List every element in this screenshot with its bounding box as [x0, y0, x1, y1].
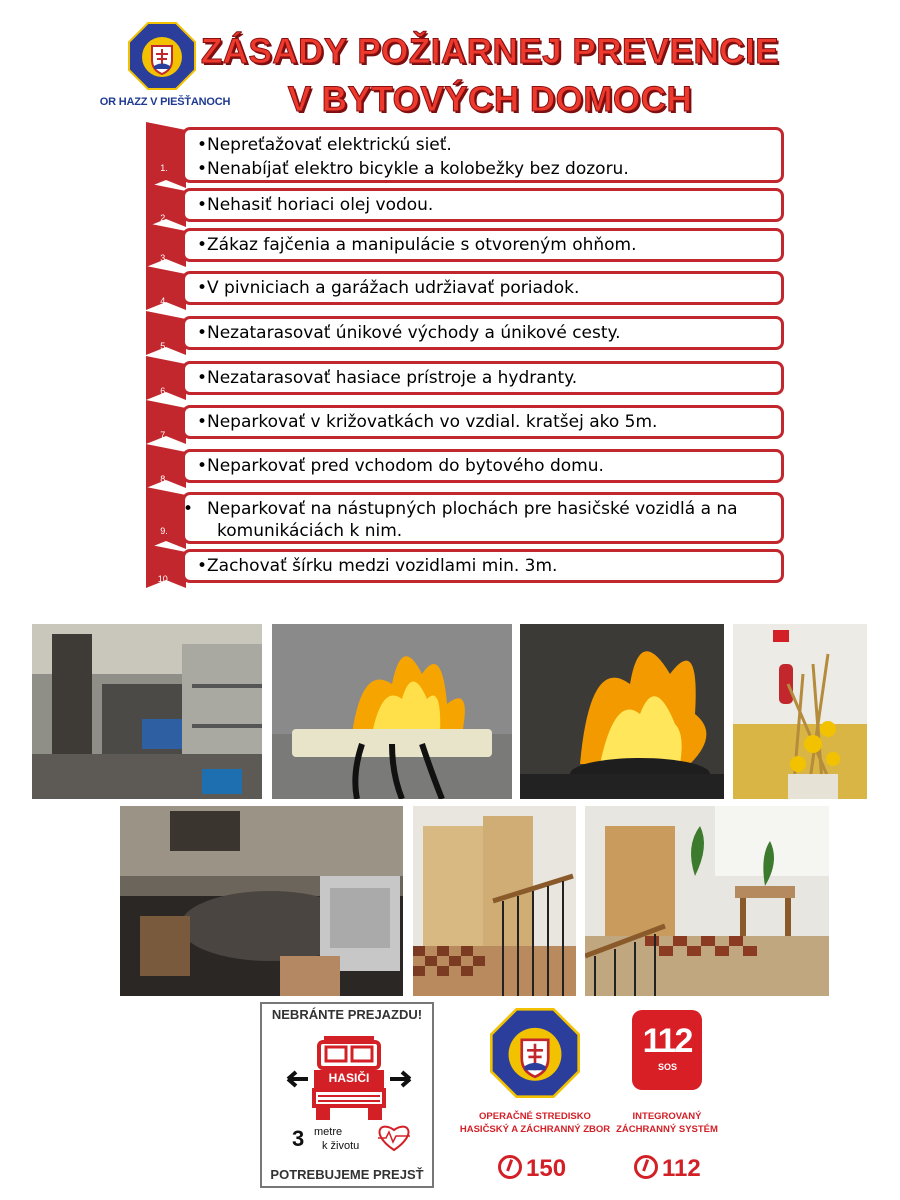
- sos-badge-label: SOS: [658, 1062, 678, 1072]
- rule-text-box: [182, 492, 784, 544]
- rule-item: [146, 449, 784, 483]
- rule-text-box: [182, 188, 784, 222]
- rule-item: [146, 228, 784, 262]
- photo-burning-power-strip: [272, 624, 512, 799]
- phone-icon: [498, 1155, 522, 1179]
- photo-corridor-furniture: [585, 806, 829, 996]
- heartbeat-icon: [374, 1122, 414, 1152]
- dispatch-caption-line-1: OPERAČNÉ STREDISKO: [479, 1111, 591, 1122]
- dispatch-phone[interactable]: [498, 1155, 566, 1183]
- sos-112-badge: [632, 1010, 702, 1090]
- rule-text: • Zákaz fajčenia a manipulácie s otvoreným ohňom.: [203, 233, 769, 257]
- rule-item: [146, 492, 784, 544]
- integrated-caption-line-2: ZÁCHRANNÝ SYSTÉM: [616, 1124, 718, 1135]
- rule-number: 1.: [160, 163, 168, 173]
- meters-number: 3: [292, 1126, 305, 1151]
- rule-item: [146, 127, 784, 183]
- rule-number: 6.: [160, 386, 168, 396]
- rule-text-box: [182, 271, 784, 305]
- dispatch-caption-line-2: HASIČSKÝ A ZÁCHRANNÝ ZBOR: [459, 1124, 611, 1135]
- integrated-phone-number: 112: [662, 1155, 701, 1182]
- rule-item: [146, 549, 784, 583]
- logo-caption: OR HAZZ V PIEŠŤANOCH: [99, 96, 231, 108]
- fire-brigade-emblem-icon: [128, 22, 196, 90]
- fire-brigade-emblem-icon: [490, 1008, 580, 1098]
- photo-burning-pan: [520, 624, 724, 799]
- dispatch-caption: [455, 1110, 615, 1136]
- rule-item: [146, 271, 784, 305]
- rule-text-box: [182, 405, 784, 439]
- rule-number: 2.: [160, 213, 168, 223]
- rule-number: 5.: [160, 341, 168, 351]
- rule-number: 10.: [157, 574, 171, 584]
- rule-text-box: [182, 316, 784, 350]
- rule-item: [146, 188, 784, 222]
- rule-text: • Neparkovať na nástupných plochách pre hasičské vozidlá a na komunikáciách k nim.: [203, 498, 769, 542]
- integrated-caption: [600, 1110, 734, 1136]
- rule-text: • V pivniciach a garážach udržiavať poriadok.: [203, 276, 769, 300]
- integrated-phone[interactable]: [634, 1155, 701, 1183]
- photo-cluttered-garage: [32, 624, 262, 799]
- truck-label: HASIČI: [328, 1071, 370, 1085]
- rule-number: 3.: [160, 253, 168, 263]
- title-line-1: ZÁSADY POŽIARNEJ PREVENCIE: [200, 32, 780, 71]
- rule-text-box: [182, 549, 784, 583]
- rule-number: 8.: [160, 474, 168, 484]
- access-sign: [260, 1002, 434, 1188]
- rule-text: • Nepreťažovať elektrickú sieť.: [203, 133, 769, 157]
- photo-blocked-extinguisher: [733, 624, 867, 799]
- rule-text: • Neparkovať v križovatkách vo vzdial. kratšej ako 5m.: [203, 410, 769, 434]
- phone-icon: [634, 1155, 658, 1179]
- rule-text-box: [182, 361, 784, 395]
- integrated-caption-line-1: INTEGROVANÝ: [632, 1111, 702, 1122]
- photo-burned-apartment: [120, 806, 403, 996]
- title-line-2: V BYTOVÝCH DOMOCH: [287, 80, 693, 119]
- rule-text: • Nezatarasovať únikové východy a únikové cesty.: [203, 321, 769, 345]
- rule-text: • Nezatarasovať hasiace prístroje a hydranty.: [203, 366, 769, 390]
- rule-item: [146, 361, 784, 395]
- rule-text: • Zachovať šírku medzi vozidlami min. 3m.: [203, 554, 769, 578]
- page-title: [200, 28, 780, 124]
- rule-text: • Neparkovať pred vchodom do bytového domu.: [203, 454, 769, 478]
- rule-item: [146, 405, 784, 439]
- rule-number: 7.: [160, 430, 168, 440]
- rule-item: [146, 316, 784, 350]
- sign-bottom-text: POTREBUJEME PREJSŤ: [270, 1167, 424, 1182]
- meters-purpose: k životu: [322, 1140, 360, 1152]
- meters-unit: metre: [314, 1126, 343, 1138]
- rule-text-box: [182, 228, 784, 262]
- rule-text: • Nenabíjať elektro bicykle a kolobežky bez dozoru.: [203, 157, 769, 181]
- sos-badge-number: 112: [642, 1022, 692, 1060]
- rule-text-box: [182, 127, 784, 183]
- photo-blocked-stairwell: [413, 806, 576, 996]
- rule-text-box: [182, 449, 784, 483]
- rule-text: • Nehasiť horiaci olej vodou.: [203, 193, 769, 217]
- sign-top-text: NEBRÁNTE PREJAZDU!: [271, 1007, 423, 1022]
- rule-number: 9.: [160, 526, 168, 536]
- dispatch-phone-number: 150: [526, 1155, 567, 1182]
- rule-number: 4.: [160, 296, 168, 306]
